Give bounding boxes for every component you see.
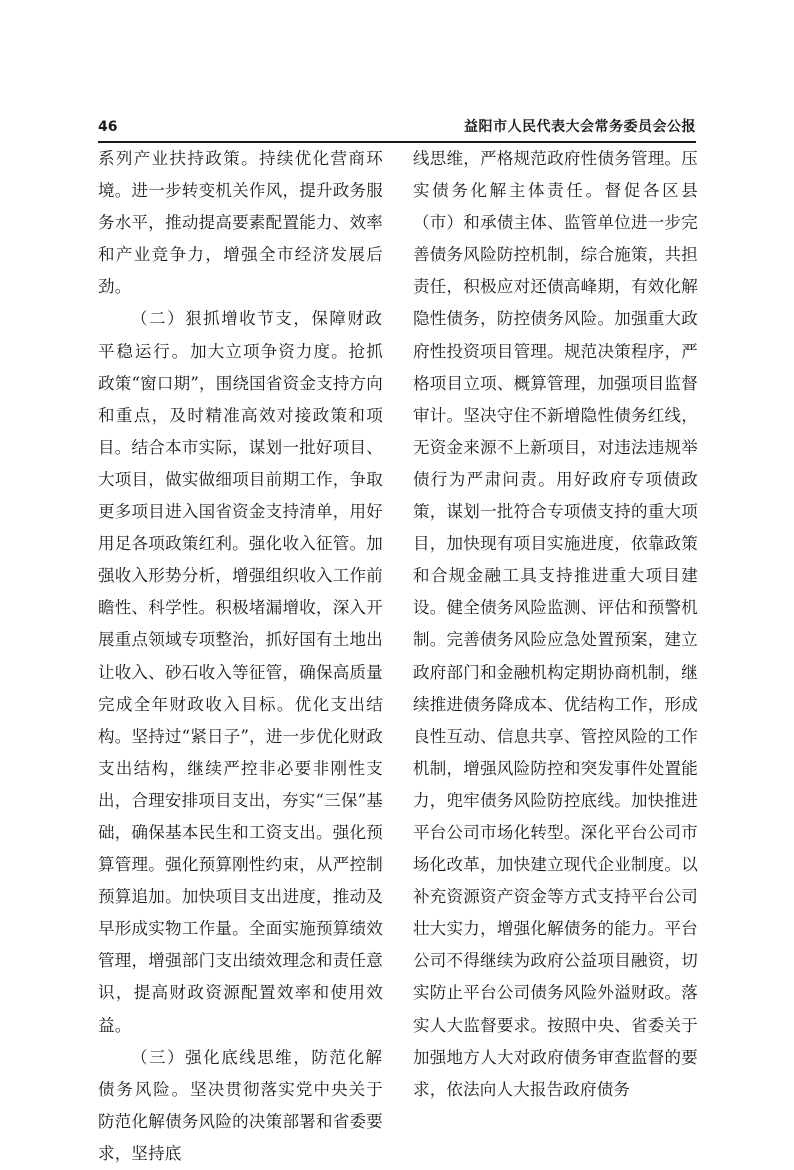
right-column — [413, 143, 698, 1099]
section-heading-2: （二）狠抓增收节支，保障财政平稳运行。 — [98, 309, 383, 361]
paragraph-debt-body: 坚决贯彻落实党中央关于防范化解债务风险的决策部署和省委要求，坚持底 — [98, 1079, 384, 1163]
left-column — [98, 143, 384, 1163]
paragraph-debt — [98, 1042, 383, 1170]
section-heading-3: （三）强化底线思维，防范化解债务风险。 — [98, 1047, 383, 1099]
paragraph-revenue-body: 加大立项争资力度。抢抓政策“窗口期”，围绕国省资金支持方向和重点，及时精准高效对接政策和项目。结合本市实际，谋划一批好项目、大项目，做实做细项目前期工作，争取更多项目进入国省资金支持清单，用好用足各项政策红利。强化收入征管。加强收入形势分析，增强组织收入工作前瞻性、科学性。积极堵漏增收，深入开展重点领域专项整治，抓好国有土地出让收入、砂石收入等征管，确保高质量完成全年财政收入目标。优化支出结构。坚持过“紧日子”，进一步优化财政支出结构，继续严控非必要非刚性支出，合理安排项目支出，夯实“三保”基础，确保基本民生和工资支出。强化预算管理。强化预算刚性约束，从严控制预算追加。加快项目支出进度，推动及早形成实物工作量。全面实施预算绩效管理，增强部门支出绩效理念和责任意识，提高财政资源配置效率和使用效益。 — [98, 341, 384, 1035]
paragraph-debt-continued: 线思维，严格规范政府性债务管理。压实债务化解主体责任。督促各区县（市）和承债主体、监管单位进一步完善债务风险防控机制，综合施策，共担责任，积极应对还债高峰期，有效化解隐性债务，防控债务风险。加强重大政府性投资项目管理。规范决策程序，严格项目立项、概算管理，加强项目监督审计。坚决守住不新增隐性债务红线，无资金来源不上新项目，对违法违规举债行为严肃问责。用好政府专项债政策，谋划一批符合专项债支持的重大项目，加快现有项目实施进度，依靠政策和合规金融工具支持推进重大项目建设。健全债务风险监测、评估和预警机制。完善债务风险应急处置预案，建立政府部门和金融机构定期协商机制，继续推进债务降成本、优结构工作，形成良性互动、信息共享、管控风险的工作机制，增强风险防控和突发事件处置能力，兜牢债务风险防控底线。加快推进平台公司市场化转型。深化平台公司市场化改革，加快建立现代企业制度。以补充资源资产资金等方式支持平台公司壮大实力，增强化解债务的能力。平台公司不得继续为政府公益项目融资，切实防止平台公司债务风险外溢财政。落实人大监督要求。按照中央、省委关于加强地方人大对政府债务审查监督的要求，依法向人大报告政府债务 — [413, 149, 698, 1099]
journal-title: 益阳市人民代表大会常务委员会公报 — [464, 119, 696, 135]
paragraph-revenue — [98, 303, 383, 1041]
page-header — [98, 117, 696, 141]
page-number: 46 — [98, 119, 118, 135]
paragraph-continued: 系列产业扶持政策。持续优化营商环境。进一步转变机关作风，提升政务服务水平，推动提高要素配置能力、效率和产业竞争力，增强全市经济发展后劲。 — [98, 149, 383, 297]
